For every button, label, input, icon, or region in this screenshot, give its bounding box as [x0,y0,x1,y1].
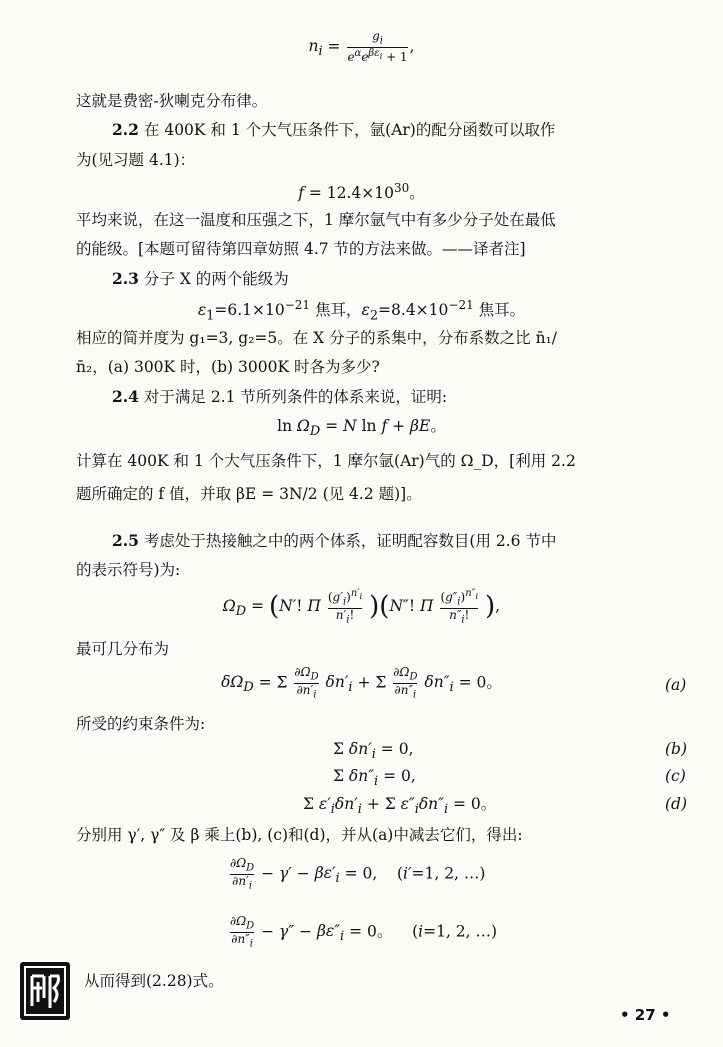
text-line: 分子 X 的两个能级为 [143,270,289,288]
text-line: 对于满足 2.1 节所列条件的体系来说，证明: [143,388,448,406]
equation-ln-omega: $\ln \Omega_D = N$ ln f + βE。 [277,417,446,440]
equation-result-2: $\frac{\partial\Omega_D}{\partial n''_i}$ − $\gamma'' - \beta\varepsilon''_i = 0$。 (i=1, 2, …) [230,914,498,950]
problem-number: 2.3 [112,269,139,288]
text-line: 题所确定的 f 值，并取 βE = 3N/2 (见 4.2 题)]。 [76,485,422,503]
text-line: 这就是费密-狄喇克分布律。 [76,92,268,110]
text-line: 相应的简并度为 g₁=3, g₂=5。在 X 分子的系集中，分布系数之比 n̄₁/ [76,329,557,347]
text-line: 从而得到(2.28)式。 [84,972,224,990]
equation-d: Σ $\varepsilon'_i\delta n'_i + \Sigma$ $\varepsilon''_i\delta n''_i = 0$。 [303,795,497,818]
text-line: 的能级。[本题可留待第四章妨照 4.7 节的方法来做。——译者注] [76,240,526,258]
equation-tag: (b) [665,740,688,758]
equation-tag: (a) [665,676,687,694]
text-line: 分别用 γ′, γ″ 及 β 乘上(b), (c)和(d)，并从(a)中减去它们，得出: [76,826,523,844]
equation-energy-levels: $\varepsilon_1=6.1\times 10^{-21}$ 焦耳，$\varepsilon_2=8.4\times 10^{-21}$ 焦耳。 [197,298,526,324]
text-line: 所受的约束条件为: [76,715,206,733]
problem-number: 2.5 [112,531,139,550]
text-line: 为(见习题 4.1)： [76,151,196,169]
page-number: • 27 • [620,1006,671,1024]
text-line: 计算在 400K 和 1 个大气压条件下，1 摩尔氩(Ar)气的 Ω_D，[利用 2.2 [76,452,576,470]
equation-fermi-dirac: $n_i$ = $\frac{g_i}{e^\alpha e^{\beta\varepsilon_i} + 1}$ , [308,29,415,64]
equation-partition: $f = 12.4\times 10^{30}$。 [298,181,425,203]
problem-2-2 [112,121,555,140]
text-line: 考虑处于热接触之中的两个体系，证明配容数目(用 2.6 节中 [143,532,557,550]
equation-omega-d: $\Omega_D = (N'$! Π $\frac{(g'_i)^{n'_i}}{n'_i!}$ )(N″! Π $\frac{(g''_i)^{n''_i}}{n''_i!}$ ), [222,588,501,626]
problem-2-4 [112,388,447,407]
text-line: 的表示符号)为: [76,561,181,579]
equation-tag: (d) [665,795,688,813]
problem-number: 2.4 [112,387,139,406]
text-line: 最可几分布为 [76,640,170,658]
equation-a: $\delta\Omega_D = \Sigma$ $\frac{\partial\Omega_D}{\partial n'_i}$ $\delta n'_i + \Sigma$ $\frac{\partial\Omega_D}{\partial n''_i}$ $\delta n''_i = 0$。 [221,665,502,701]
problem-number: 2.2 [112,120,139,139]
text-line: 在 400K 和 1 个大气压条件下，氩(Ar)的配分函数可以取作 [143,121,556,139]
problem-2-3 [112,270,289,289]
library-stamp [20,962,70,1020]
problem-2-5 [112,532,556,551]
equation-b: Σ $\delta n'_i = 0$, [333,740,414,763]
equation-tag: (c) [665,767,686,785]
text-line: 平均来说，在这一温度和压强之下，1 摩尔氩气中有多少分子处在最低 [76,211,556,229]
equation-c: Σ $\delta n''_i = 0$, [333,767,416,790]
text-line: n̄₂，(a) 300K 时，(b) 3000K 时各为多少? [76,358,380,376]
equation-result-1: $\frac{\partial\Omega_D}{\partial n'_i}$ − $\gamma' - \beta\varepsilon'_i = 0$, (i′=1, 2, …) [230,856,486,892]
